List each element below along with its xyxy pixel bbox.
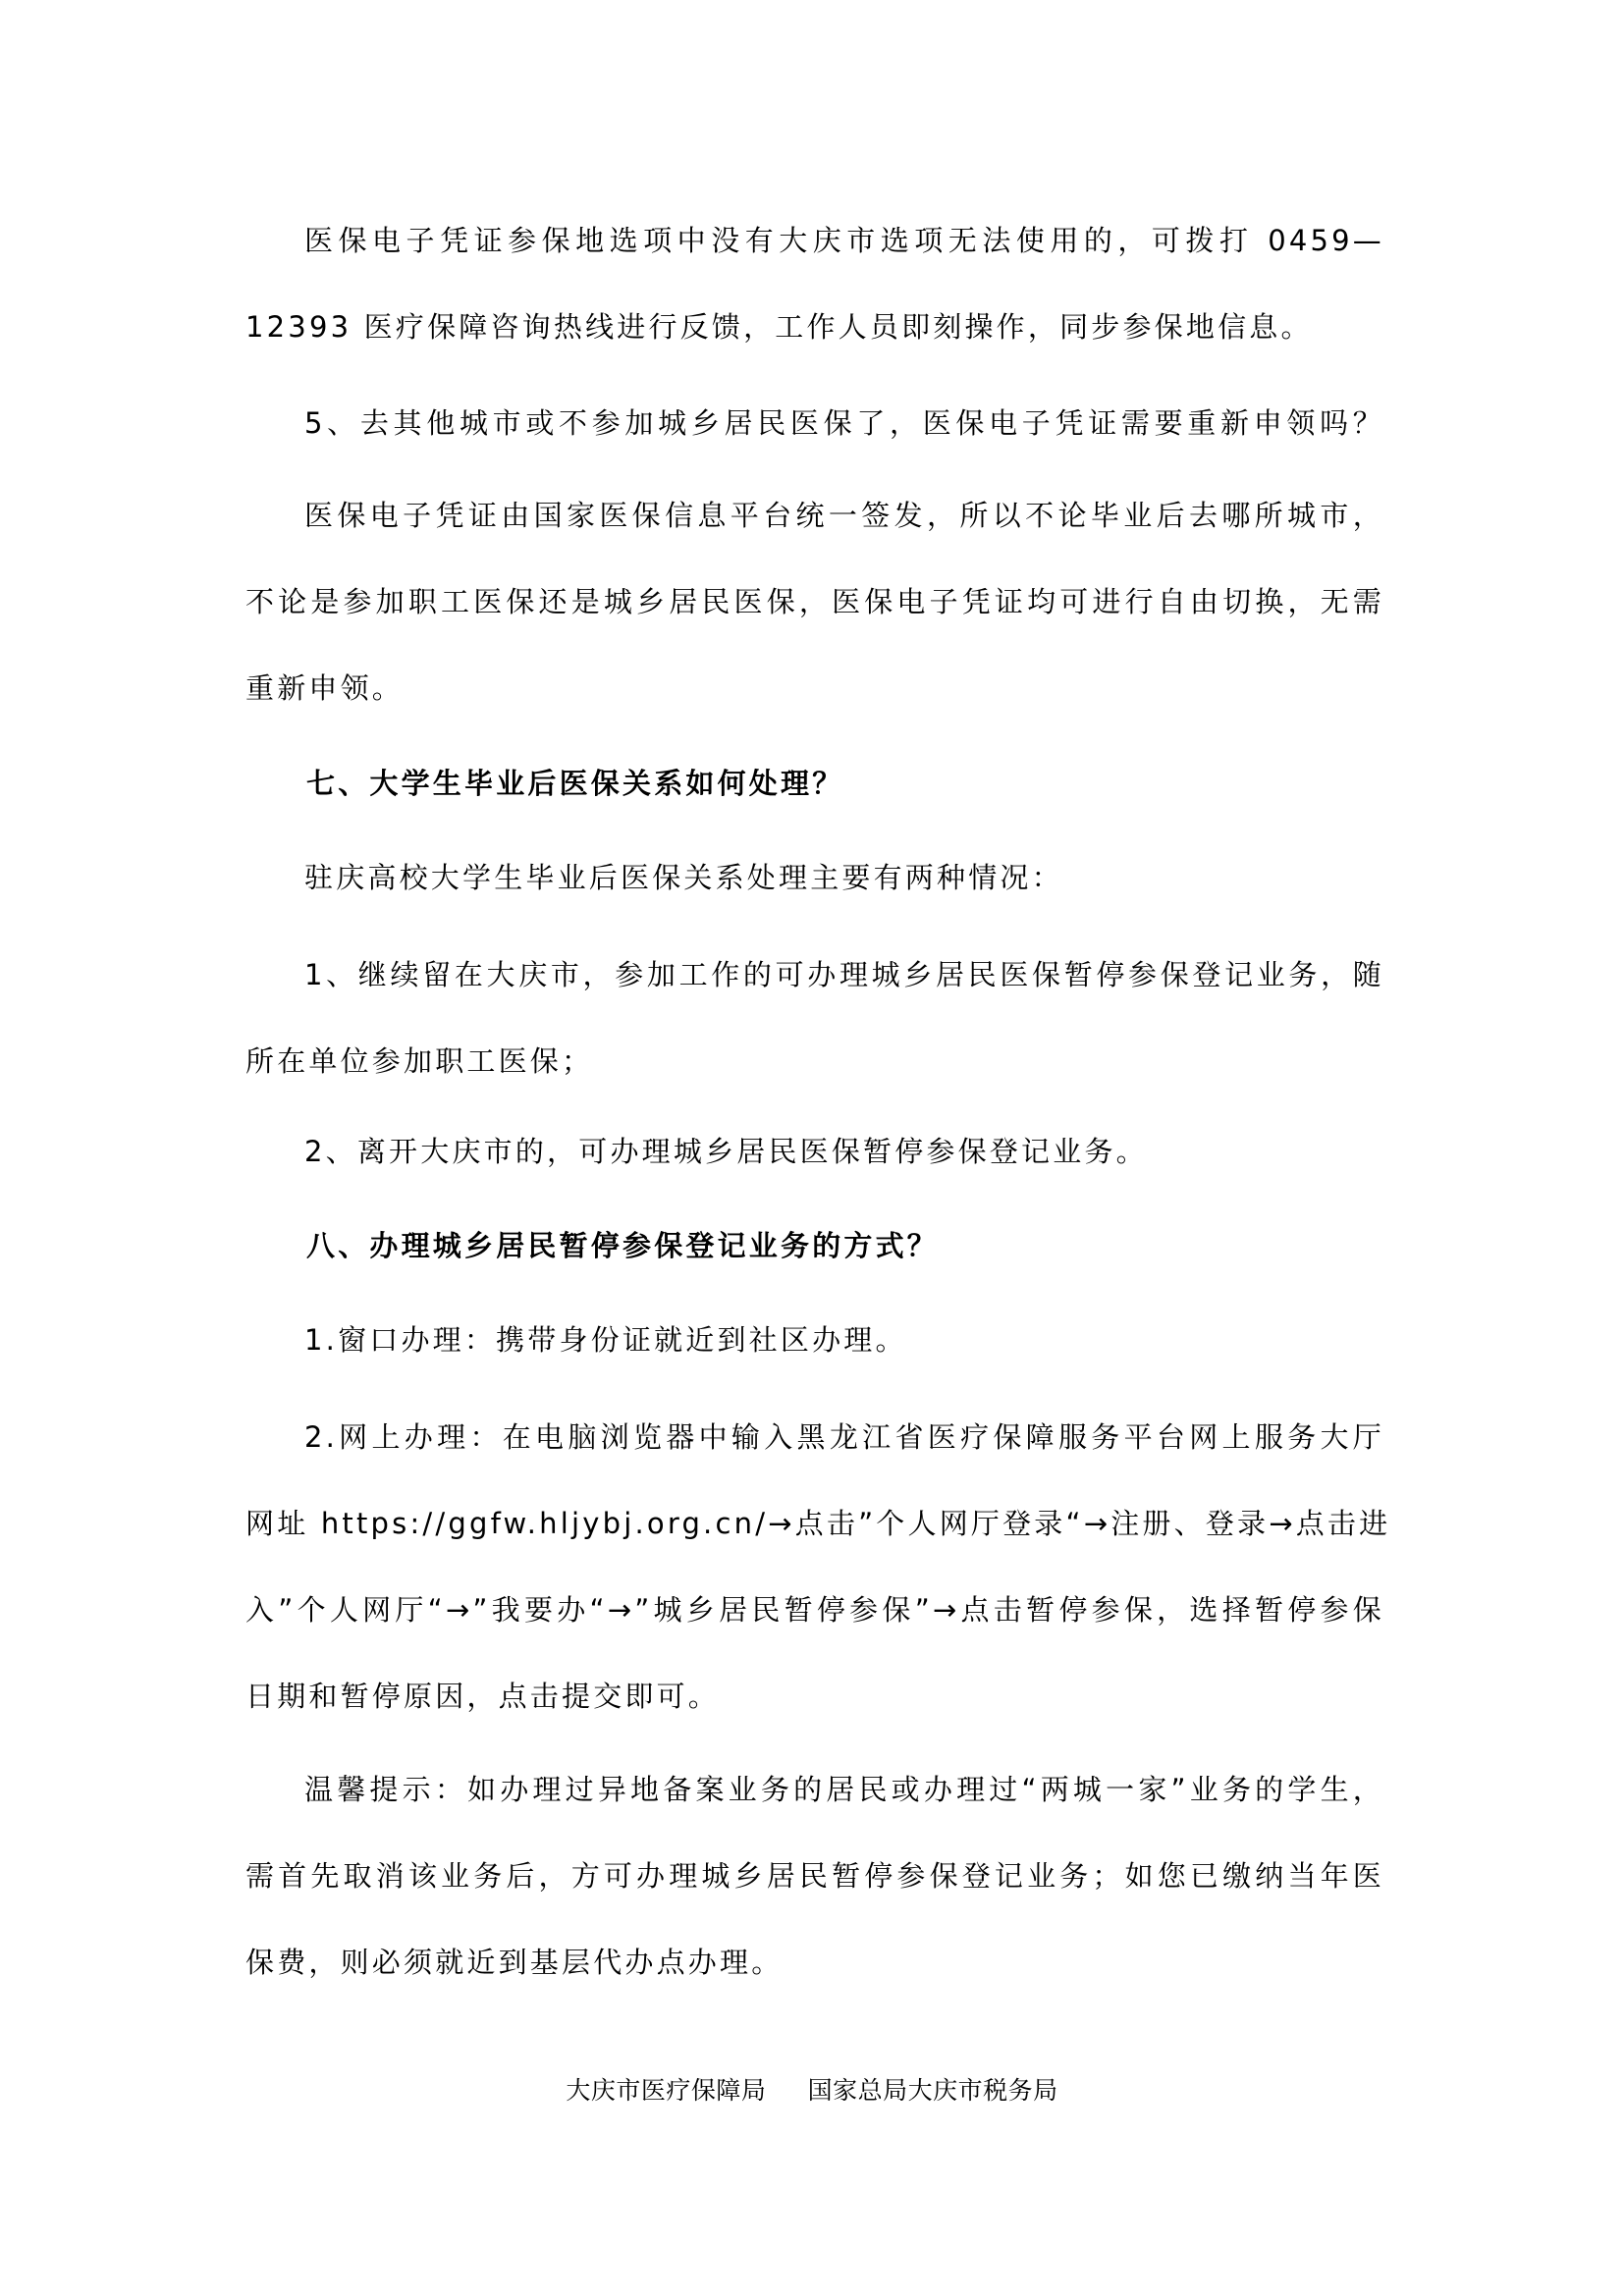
issuer-footer: 大庆市医疗保障局 国家总局大庆市税务局: [566, 2076, 1058, 2105]
section-heading-seven: 七、大学生毕业后医保关系如何处理？: [306, 767, 844, 800]
body-text-line: 日期和暂停原因，点击提交即可。: [245, 1680, 721, 1713]
body-text-line: 1、继续留在大庆市，参加工作的可办理城乡居民医保暂停参保登记业务，随: [304, 958, 1384, 991]
body-text-line: 2、离开大庆市的，可办理城乡居民医保暂停参保登记业务。: [304, 1135, 1148, 1168]
body-text-line: 入”个人网厅“→”我要办“→”城乡居民暂停参保”→点击暂停参保，选择暂停参保: [245, 1593, 1384, 1627]
body-text-line: 2.网上办理：在电脑浏览器中输入黑龙江省医疗保障服务平台网上服务大厅: [304, 1420, 1384, 1454]
body-text-line: 网址 https://ggfw.hljybj.org.cn/→点击”个人网厅登录“→注册、登录→点击进: [245, 1507, 1391, 1540]
question-line: 5、去其他城市或不参加城乡居民医保了，医保电子凭证需要重新申领吗？: [304, 406, 1384, 440]
body-text-line: 重新申领。: [245, 671, 405, 705]
tip-text-line: 温馨提示：如办理过异地备案业务的居民或办理过“两城一家”业务的学生，: [304, 1773, 1384, 1806]
body-text-line: 12393 医疗保障咨询热线进行反馈，工作人员即刻操作，同步参保地信息。: [245, 310, 1313, 344]
body-text-line: 不论是参加职工医保还是城乡居民医保，医保电子凭证均可进行自由切换，无需: [245, 585, 1384, 618]
section-heading-eight: 八、办理城乡居民暂停参保登记业务的方式？: [306, 1229, 940, 1262]
tip-text-line: 保费，则必须就近到基层代办点办理。: [245, 1946, 784, 1979]
body-text-line: 驻庆高校大学生毕业后医保关系处理主要有两种情况：: [304, 861, 1063, 894]
tip-text-line: 需首先取消该业务后，方可办理城乡居民暂停参保登记业务；如您已缴纳当年医: [245, 1859, 1384, 1893]
body-text-line: 医保电子凭证由国家医保信息平台统一签发，所以不论毕业后去哪所城市，: [304, 499, 1384, 532]
body-text-line: 1.窗口办理：携带身份证就近到社区办理。: [304, 1323, 907, 1357]
body-text-line: 医保电子凭证参保地选项中没有大庆市选项无法使用的，可拨打 0459—: [304, 224, 1384, 257]
body-text-line: 所在单位参加职工医保；: [245, 1044, 594, 1078]
